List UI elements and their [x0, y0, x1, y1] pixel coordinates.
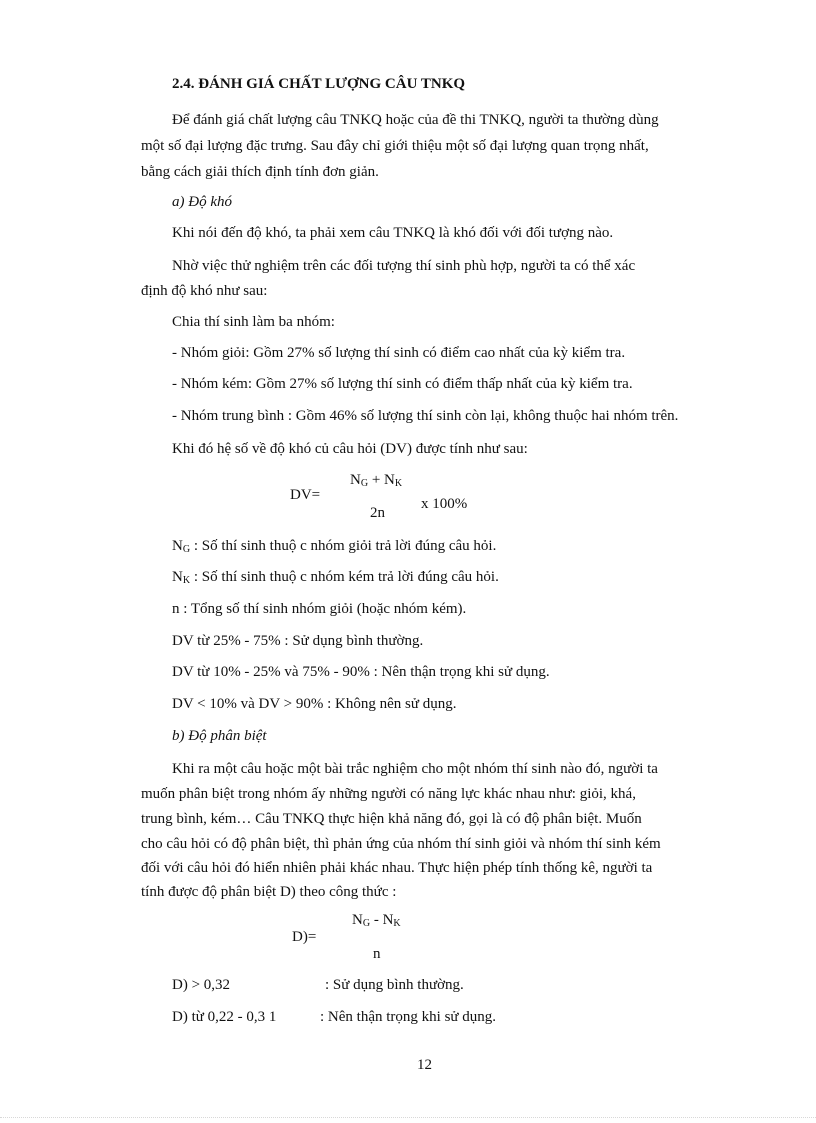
- part-b-heading: b) Độ phân biệt: [172, 728, 267, 744]
- part-a-paragraph-2-line-1: Nhờ việc thử nghiệm trên các đối tượng thí sinh phù hợp, người ta có thể xác: [172, 258, 636, 274]
- part-b-line-1: Khi ra một câu hoặc một bài trắc nghiệm cho một nhóm thí sinh nào đó, người ta: [172, 761, 658, 777]
- page-bottom-divider: [0, 1117, 816, 1118]
- part-a-paragraph-1: Khi nói đến độ khó, ta phải xem câu TNKQ là khó đối với đối tượng nào.: [172, 225, 614, 241]
- page-number: 12: [417, 1057, 432, 1073]
- dv-rule: DV từ 25% - 75% : Sử dụng bình thường.: [172, 633, 424, 649]
- group-item: - Nhóm giỏi: Gồm 27% số lượng thí sinh có điểm cao nhất của kỳ kiểm tra.: [172, 345, 626, 361]
- intro-line-3: bằng cách giải thích định tính đơn giản.: [141, 164, 379, 180]
- dv-formula-lhs: DV=: [290, 487, 321, 503]
- definition-ng: $N_G$ : Số thí sinh thuộ c nhóm giỏi trả lời đúng câu hỏi.: [172, 538, 497, 555]
- intro-line-1: Để đánh giá chất lượng câu TNKQ hoặc của đề thi TNKQ, người ta thường dùng: [172, 112, 659, 128]
- part-b-line-4: cho câu hỏi có độ phân biệt, thì phản ứng của nhóm thí sinh giỏi và nhóm thí sinh kém: [141, 836, 661, 852]
- d-formula-numerator: $N_G - N_K$: [352, 912, 401, 929]
- part-a-paragraph-2-line-2: định độ khó như sau:: [141, 283, 268, 299]
- d-formula-lhs: D)=: [292, 929, 317, 945]
- part-b-line-2: muốn phân biệt trong nhóm ấy những người có năng lực khác nhau như: giỏi, khá,: [141, 786, 636, 802]
- part-b-line-3: trung bình, kém… Câu TNKQ thực hiện khả năng đó, gọi là có độ phân biệt. Muốn: [141, 811, 642, 827]
- dv-formula-denominator: 2n: [370, 505, 385, 521]
- definition-nk: $N_K$ : Số thí sinh thuộ c nhóm kém trả lời đúng câu hỏi.: [172, 569, 499, 586]
- part-a-heading: a) Độ khó: [172, 194, 232, 210]
- part-b-line-6: tính được độ phân biệt D) theo công thức :: [141, 884, 397, 900]
- dv-formula-numerator: $N_G + N_K$: [350, 472, 403, 489]
- groups-intro: Chia thí sinh làm ba nhóm:: [172, 314, 335, 330]
- section-title: 2.4. ĐÁNH GIÁ CHẤT LƯỢNG CÂU TNKQ: [172, 76, 466, 92]
- dv-formula-multiplier: x 100%: [421, 496, 468, 512]
- definition-n: n : Tổng số thí sinh nhóm giỏi (hoặc nhóm kém).: [172, 601, 467, 617]
- group-item: - Nhóm trung bình : Gồm 46% số lượng thí sinh còn lại, không thuộc hai nhóm trên.: [172, 408, 679, 424]
- d-formula-denominator: n: [373, 946, 381, 962]
- intro-line-2: một số đại lượng đặc trưng. Sau đây chỉ giới thiệu một số đại lượng quan trọng nhất,: [141, 138, 649, 154]
- d-rule-text: : Sử dụng bình thường.: [325, 977, 464, 993]
- group-item: - Nhóm kém: Gồm 27% số lượng thí sinh có điểm thấp nhất của kỳ kiểm tra.: [172, 376, 633, 392]
- dv-rule: DV < 10% và DV > 90% : Không nên sử dụng.: [172, 696, 457, 712]
- d-rule-condition: D) > 0,32: [172, 977, 231, 993]
- dv-rule: DV từ 10% - 25% và 75% - 90% : Nên thận trọng khi sử dụng.: [172, 664, 550, 680]
- d-rule-condition: D) từ 0,22 - 0,3 1: [172, 1009, 277, 1025]
- d-rule-text: : Nên thận trọng khi sử dụng.: [320, 1009, 497, 1025]
- part-b-line-5: đối với câu hỏi đó hiển nhiên phải khác nhau. Thực hiện phép tính thống kê, người ta: [141, 860, 653, 876]
- formula-intro: Khi đó hệ số về độ khó củ câu hỏi (DV) được tính như sau:: [172, 441, 528, 457]
